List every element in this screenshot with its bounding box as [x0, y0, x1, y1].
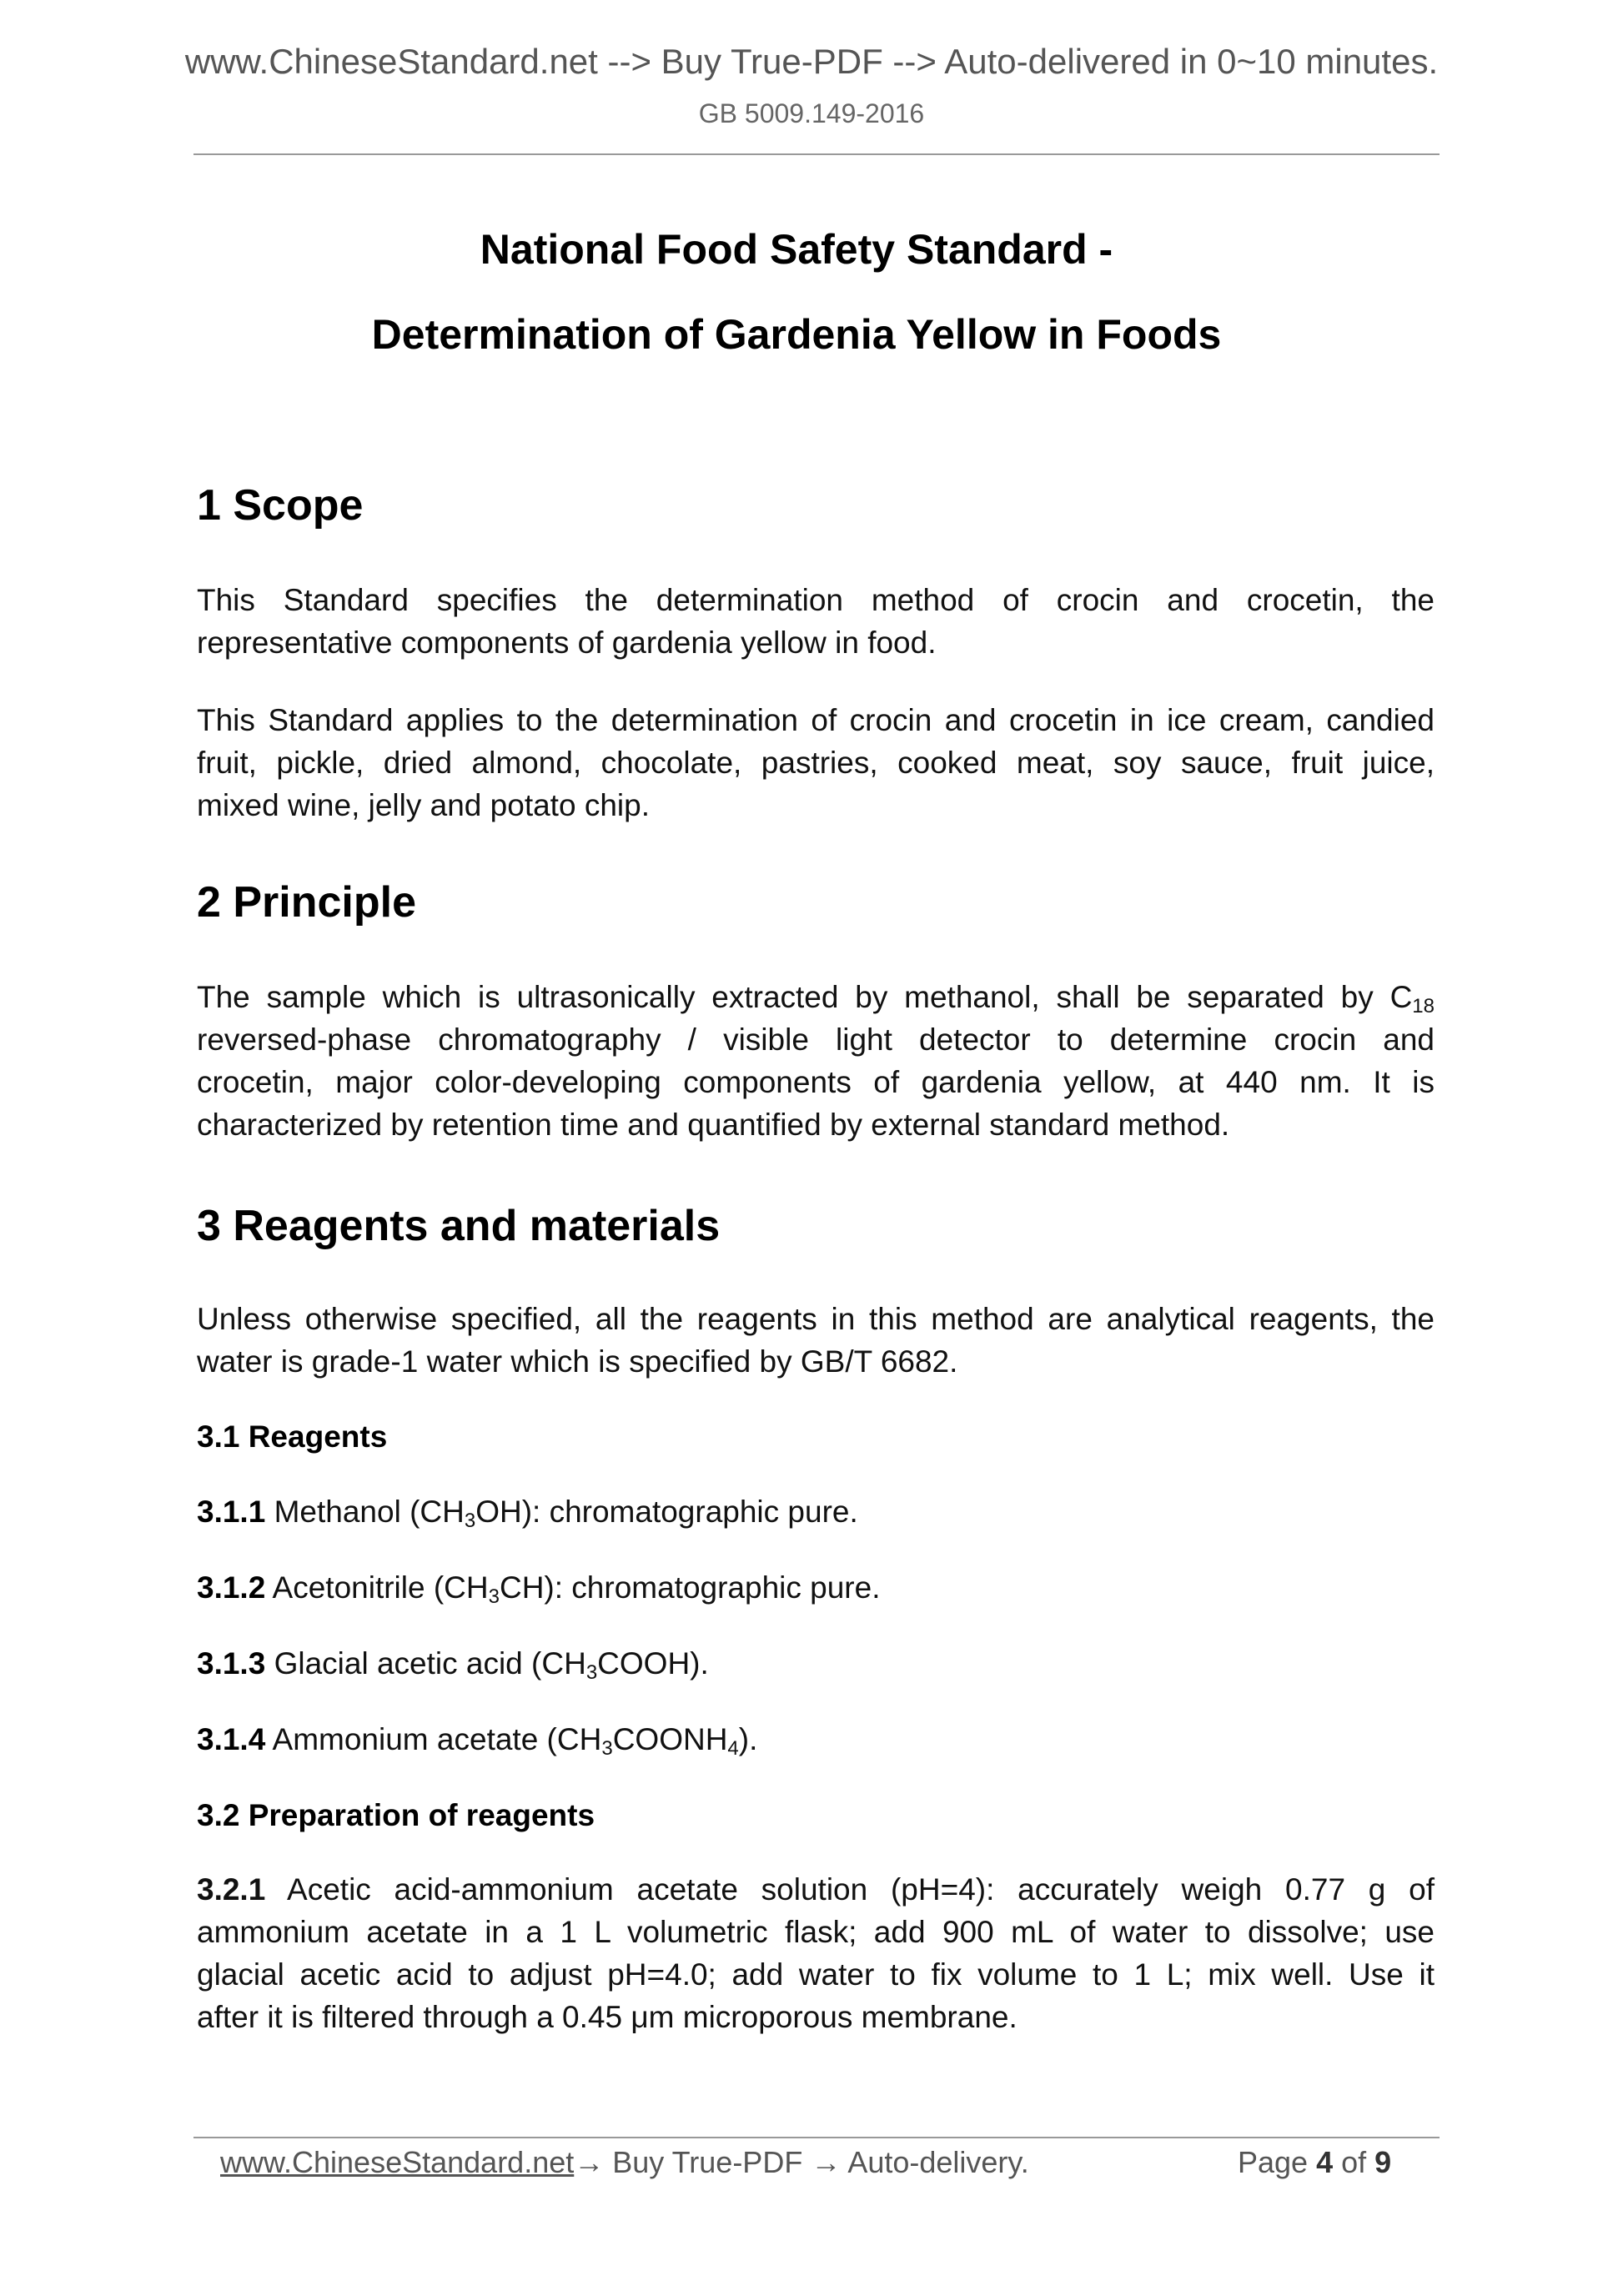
text-line: reversed-phase chromatography / visible light detector to determine crocin and	[197, 1022, 1435, 1057]
text-line	[197, 976, 1435, 1018]
text-line	[197, 1868, 1435, 1911]
preparation-paragraph	[197, 1868, 1435, 2038]
page-indicator	[1238, 2145, 1391, 2180]
item-number: 3.1.2	[197, 1570, 266, 1605]
reagent-item-acetic-acid	[197, 1646, 709, 1684]
section-heading-principle: 2 Principle	[197, 878, 416, 927]
header-divider	[193, 153, 1440, 155]
document-title-line-2: Determination of Gardenia Yellow in Foods	[371, 311, 1222, 358]
text-line: mixed wine, jelly and potato chip.	[197, 788, 650, 822]
footer-auto-text: Auto-delivery.	[841, 2145, 1029, 2179]
subscript: 3	[464, 1510, 476, 1532]
text-line: fruit, pickle, dried almond, chocolate, pastries, cooked meat, soy sauce, fruit juice,	[197, 746, 1435, 780]
text-segment: Methanol (CH	[265, 1495, 465, 1529]
document-title-line-1: National Food Safety Standard -	[480, 226, 1113, 273]
text-line: This Standard applies to the determination of crocin and crocetin in ice cream, candied	[197, 703, 1435, 737]
footer-promo	[220, 2145, 1029, 2180]
text-line: glacial acetic acid to adjust pH=4.0; add water to fix volume to 1 L; mix well. Use it	[197, 1957, 1435, 1992]
text-line: water is grade-1 water which is specified by GB/T 6682.	[197, 1344, 958, 1379]
scope-paragraph-1	[197, 579, 1435, 664]
text-line: Unless otherwise specified, all the reagents in this method are analytical reagents, the	[197, 1302, 1435, 1336]
subscript: 18	[1412, 995, 1435, 1017]
header-banner-text: www.ChineseStandard.net --> Buy True-PDF --> Auto-delivered in 0~10 minutes.	[184, 42, 1439, 81]
text-segment: Acetic acid-ammonium acetate solution (pH=4): accurately weigh 0.77 g of	[265, 1872, 1435, 1907]
page-label: Page	[1238, 2145, 1317, 2179]
subscript: 4	[727, 1737, 739, 1760]
text-segment: OH): chromatographic pure.	[475, 1495, 858, 1529]
page-number: 4	[1316, 2145, 1334, 2179]
reagents-intro-paragraph	[197, 1298, 1435, 1383]
principle-paragraph	[197, 976, 1435, 1146]
subsection-heading-reagents: 3.1 Reagents	[197, 1419, 388, 1454]
text-line: ammonium acetate in a 1 L volumetric flask; add 900 mL of water to dissolve; use	[197, 1915, 1435, 1949]
text-segment: The sample which is ultrasonically extracted by methanol, shall be separated by C	[197, 980, 1413, 1014]
text-line: representative components of gardenia yellow in food.	[197, 625, 937, 660]
footer-site-link[interactable]: www.ChineseStandard.net	[220, 2145, 575, 2179]
scope-paragraph-2	[197, 699, 1435, 826]
text-line: crocetin, major color-developing components of gardenia yellow, at 440 nm. It is	[197, 1065, 1435, 1099]
arrow-icon: →	[811, 2145, 842, 2179]
text-segment: Glacial acetic acid (CH	[265, 1646, 586, 1681]
text-line: after it is filtered through a 0.45 μm microporous membrane.	[197, 2000, 1018, 2034]
section-heading-scope: 1 Scope	[197, 481, 364, 530]
item-number: 3.2.1	[197, 1872, 266, 1907]
of-label: of	[1333, 2145, 1375, 2179]
item-number: 3.1.1	[197, 1495, 266, 1529]
text-segment: Acetonitrile (CH	[265, 1570, 489, 1605]
text-segment: COONH	[612, 1722, 728, 1756]
text-segment: COOH).	[597, 1646, 709, 1681]
text-line: This Standard specifies the determination method of crocin and crocetin, the	[197, 583, 1435, 617]
subscript: 3	[488, 1585, 500, 1608]
footer-buy-text: Buy True-PDF	[604, 2145, 812, 2179]
section-heading-reagents: 3 Reagents and materials	[197, 1202, 721, 1250]
footer-divider	[193, 2137, 1440, 2138]
subscript: 3	[601, 1737, 613, 1760]
reagent-item-ammonium-acetate	[197, 1722, 758, 1760]
item-number: 3.1.3	[197, 1646, 266, 1681]
item-number: 3.1.4	[197, 1722, 266, 1756]
subsection-heading-preparation: 3.2 Preparation of reagents	[197, 1798, 595, 1832]
text-segment: CH): chromatographic pure.	[499, 1570, 881, 1605]
subscript: 3	[585, 1661, 598, 1684]
reagent-item-acetonitrile	[197, 1570, 881, 1608]
page-total: 9	[1374, 2145, 1392, 2179]
text-line: characterized by retention time and quantified by external standard method.	[197, 1108, 1230, 1142]
reagent-item-methanol	[197, 1495, 858, 1530]
text-segment: ).	[738, 1722, 758, 1756]
arrow-icon: →	[574, 2145, 605, 2179]
standard-code: GB 5009.149-2016	[698, 98, 925, 128]
text-segment: Ammonium acetate (CH	[265, 1722, 602, 1756]
